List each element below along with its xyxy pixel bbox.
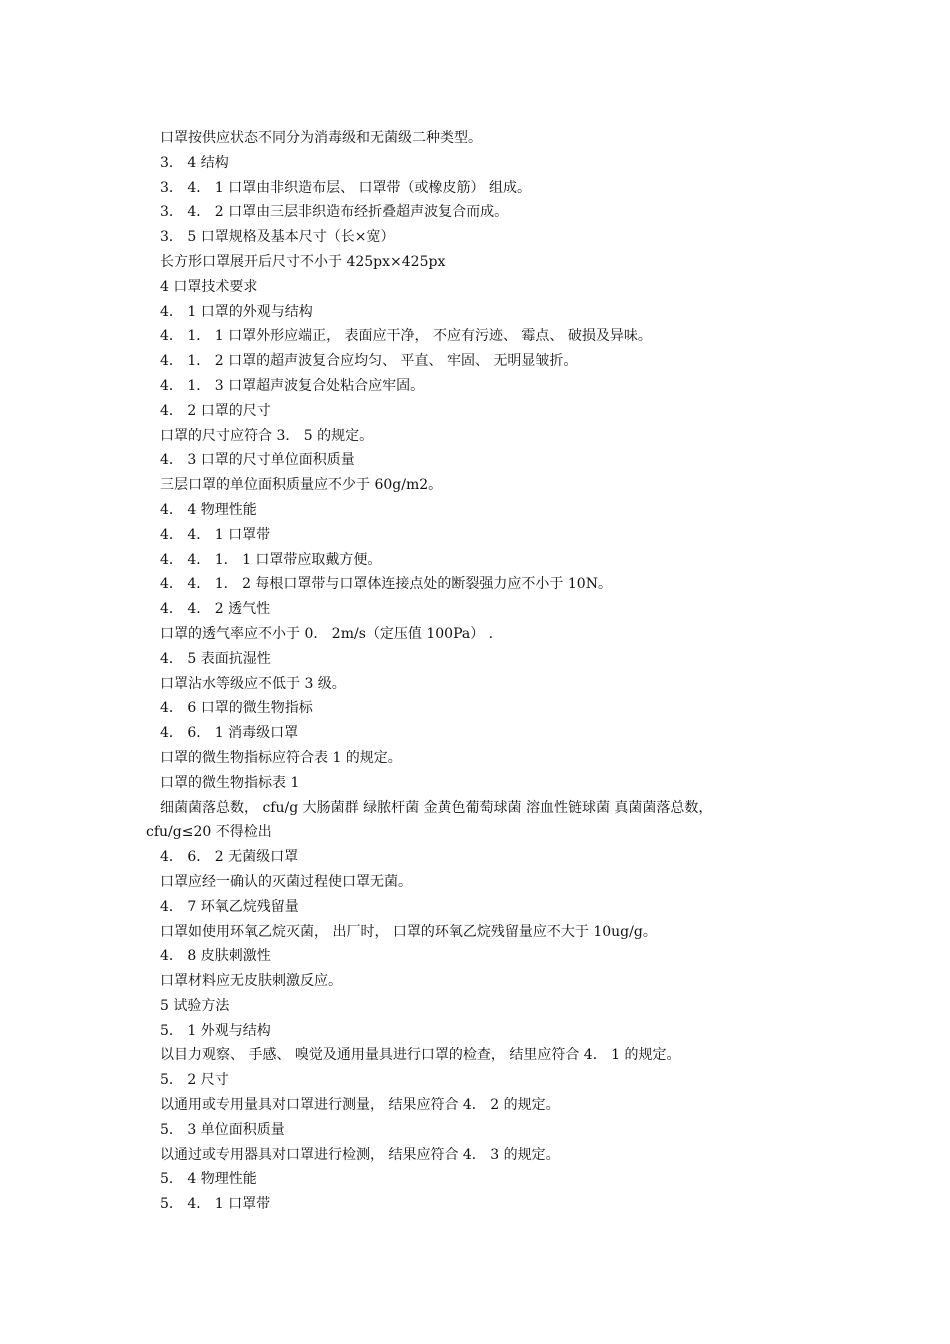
table-value-text: cfu/g≤20 不得检出 [146, 824, 272, 841]
clause: 3． 4． 2 口罩由三层非织造布经折叠超声波复合而成。 [160, 204, 509, 221]
paragraph: 口罩的微生物指标应符合表 1 的规定。 [160, 749, 402, 766]
clause: 5． 4． 1 口罩带 [160, 1196, 271, 1213]
paragraph: 口罩应经一确认的灭菌过程使口罩无菌。 [160, 873, 412, 890]
chapter-heading: 4 口罩技术要求 [160, 278, 258, 295]
section-heading: 4． 4 物理性能 [160, 501, 257, 518]
clause: 4． 1． 1 口罩外形应端正， 表面应干净， 不应有污迹、 霉点、 破损及异味。 [160, 328, 652, 345]
section-heading: 5． 2 尺寸 [160, 1072, 229, 1089]
paragraph: 以目力观察、 手感、 嗅觉及通用量具进行口罩的检查， 结里应符合 4． 1 的规定。 [160, 1047, 681, 1064]
clause: 4． 6． 2 无菌级口罩 [160, 849, 299, 866]
section-heading: 4． 6 口罩的微生物指标 [160, 700, 313, 717]
table-header-text: 细菌菌落总数， cfu/g 大肠菌群 绿脓杆菌 金黄色葡萄球菌 溶血性链球菌 真菌菌落总数， [160, 799, 713, 816]
section-heading: 4． 5 表面抗湿性 [160, 650, 271, 667]
clause: 4． 4． 2 透气性 [160, 601, 271, 618]
clause: 4． 4． 1 口罩带 [160, 526, 271, 543]
paragraph: 口罩沾水等级应不低于 3 级。 [160, 675, 346, 692]
paragraph: 三层口罩的单位面积质量应不少于 60g/m2。 [160, 477, 443, 494]
paragraph: 长方形口罩展开后尺寸不小于 425px×425px [160, 253, 446, 270]
clause: 4． 1． 2 口罩的超声波复合应均匀、 平直、 牢固、 无明显皱折。 [160, 353, 578, 370]
clause: 3． 4． 1 口罩由非织造布层、 口罩带（或橡皮筋） 组成。 [160, 179, 531, 196]
clause: 4． 6． 1 消毒级口罩 [160, 725, 299, 742]
section-heading: 5． 3 单位面积质量 [160, 1121, 285, 1138]
paragraph: 口罩材料应无皮肤刺激反应。 [160, 973, 342, 990]
clause: 4． 4． 1． 2 每根口罩带与口罩体连接点处的断裂强力应不小于 10N。 [160, 576, 612, 593]
section-heading: 5． 1 外观与结构 [160, 1022, 271, 1039]
chapter-heading: 5 试验方法 [160, 997, 230, 1014]
section-heading: 4． 1 口罩的外观与结构 [160, 303, 313, 320]
section-heading: 4． 7 环氧乙烷残留量 [160, 898, 299, 915]
clause: 4． 4． 1． 1 口罩带应取戴方便。 [160, 551, 382, 568]
paragraph: 以通用或专用量具对口罩进行测量， 结果应符合 4． 2 的规定。 [160, 1097, 560, 1114]
section-heading: 5． 4 物理性能 [160, 1171, 257, 1188]
section-heading: 4． 2 口罩的尺寸 [160, 402, 271, 419]
clause: 4． 1． 3 口罩超声波复合处粘合应牢固。 [160, 377, 425, 394]
document-body [146, 126, 816, 1217]
paragraph: 口罩如使用环氧乙烷灭菌， 出厂时， 口罩的环氧乙烷残留量应不大于 10ug/g。 [160, 923, 657, 940]
paragraph: 口罩按供应状态不同分为消毒级和无菌级二种类型。 [160, 130, 482, 146]
paragraph: 口罩的尺寸应符合 3． 5 的规定。 [160, 427, 374, 444]
section-heading: 3． 4 结构 [160, 154, 229, 171]
paragraph: 以通过或专用器具对口罩进行检测， 结果应符合 4． 3 的规定。 [160, 1146, 560, 1163]
section-heading: 4． 3 口罩的尺寸单位面积质量 [160, 452, 355, 469]
section-heading: 3． 5 口罩规格及基本尺寸（长×宽） [160, 229, 395, 246]
section-heading: 4． 8 皮肤刺激性 [160, 948, 271, 965]
table-caption: 口罩的微生物指标表 1 [160, 774, 300, 791]
paragraph: 口罩的透气率应不小于 0． 2m/s（定压值 100Pa） . [160, 625, 494, 642]
